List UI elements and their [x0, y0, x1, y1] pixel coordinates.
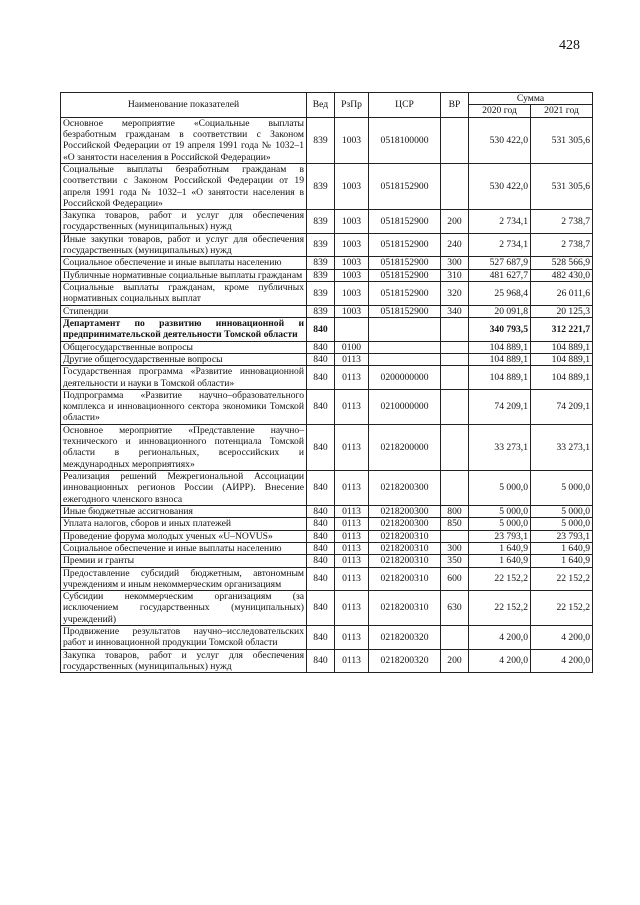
table-row — [61, 305, 593, 317]
cell-rzpr: 0113 — [335, 424, 369, 470]
cell-csr: 0218200300 — [369, 471, 441, 506]
cell-name: Публичные нормативные социальные выплаты гражданам — [61, 269, 307, 281]
cell-ved: 839 — [307, 233, 335, 257]
cell-vr: 200 — [441, 649, 469, 673]
cell-csr: 0518152900 — [369, 305, 441, 317]
table-row — [61, 567, 593, 591]
cell-csr: 0218200300 — [369, 505, 441, 517]
cell-sum-2020: 5 000,0 — [469, 518, 531, 530]
cell-sum-2020: 530 422,0 — [469, 163, 531, 209]
header-name: Наименование показателей — [61, 93, 307, 118]
cell-rzpr: 0113 — [335, 505, 369, 517]
cell-sum-2020: 2 734,1 — [469, 233, 531, 257]
cell-vr: 300 — [441, 257, 469, 269]
cell-ved: 840 — [307, 530, 335, 542]
cell-csr: 0518152900 — [369, 210, 441, 234]
cell-sum-2020: 74 209,1 — [469, 389, 531, 424]
table-row — [61, 518, 593, 530]
cell-rzpr: 1003 — [335, 117, 369, 163]
cell-ved: 840 — [307, 505, 335, 517]
cell-ved: 839 — [307, 210, 335, 234]
page-number: 428 — [559, 38, 580, 53]
table-row — [61, 530, 593, 542]
cell-sum-2020: 25 968,4 — [469, 282, 531, 306]
cell-sum-2020: 104 889,1 — [469, 341, 531, 353]
cell-rzpr: 0113 — [335, 626, 369, 650]
cell-name: Департамент по развитию инновационной и предпринимательской деятельности Томской области — [61, 317, 307, 341]
cell-vr — [441, 317, 469, 341]
header-csr: ЦСР — [369, 93, 441, 118]
table-row — [61, 626, 593, 650]
cell-sum-2021: 104 889,1 — [531, 366, 593, 390]
table-row — [61, 210, 593, 234]
cell-sum-2020: 104 889,1 — [469, 353, 531, 365]
cell-csr: 0218200000 — [369, 424, 441, 470]
cell-csr: 0218200320 — [369, 649, 441, 673]
cell-sum-2021: 2 738,7 — [531, 233, 593, 257]
cell-csr — [369, 341, 441, 353]
cell-vr — [441, 366, 469, 390]
cell-rzpr: 0113 — [335, 649, 369, 673]
cell-name: Уплата налогов, сборов и иных платежей — [61, 518, 307, 530]
cell-csr: 0518152900 — [369, 257, 441, 269]
cell-vr — [441, 626, 469, 650]
cell-name: Закупка товаров, работ и услуг для обеспечения государственных (муниципальных) нужд — [61, 210, 307, 234]
cell-name: Иные закупки товаров, работ и услуг для обеспечения государственных (муниципальных) нужд — [61, 233, 307, 257]
cell-vr: 310 — [441, 269, 469, 281]
cell-rzpr: 0113 — [335, 555, 369, 567]
cell-ved: 840 — [307, 555, 335, 567]
cell-sum-2020: 22 152,2 — [469, 591, 531, 626]
cell-ved: 839 — [307, 163, 335, 209]
cell-rzpr: 0113 — [335, 389, 369, 424]
cell-sum-2021: 104 889,1 — [531, 341, 593, 353]
table-row — [61, 163, 593, 209]
cell-vr: 320 — [441, 282, 469, 306]
header-ved: Вед — [307, 93, 335, 118]
cell-name: Проведение форума молодых ученых «U–NOVUS» — [61, 530, 307, 542]
cell-ved: 840 — [307, 591, 335, 626]
cell-sum-2020: 33 273,1 — [469, 424, 531, 470]
cell-csr: 0518152900 — [369, 163, 441, 209]
cell-name: Иные бюджетные ассигнования — [61, 505, 307, 517]
cell-ved: 840 — [307, 389, 335, 424]
cell-sum-2021: 5 000,0 — [531, 505, 593, 517]
cell-sum-2021: 33 273,1 — [531, 424, 593, 470]
cell-name: Другие общегосударственные вопросы — [61, 353, 307, 365]
cell-sum-2021: 2 738,7 — [531, 210, 593, 234]
header-year-2020: 2020 год — [469, 105, 531, 117]
cell-rzpr: 0113 — [335, 530, 369, 542]
cell-ved: 840 — [307, 341, 335, 353]
cell-sum-2021: 74 209,1 — [531, 389, 593, 424]
cell-ved: 839 — [307, 117, 335, 163]
cell-rzpr: 1003 — [335, 257, 369, 269]
cell-name: Закупка товаров, работ и услуг для обеспечения государственных (муниципальных) нужд — [61, 649, 307, 673]
cell-ved: 840 — [307, 366, 335, 390]
cell-csr: 0518152900 — [369, 269, 441, 281]
cell-sum-2020: 4 200,0 — [469, 626, 531, 650]
cell-sum-2020: 527 687,9 — [469, 257, 531, 269]
cell-vr: 350 — [441, 555, 469, 567]
cell-rzpr: 1003 — [335, 305, 369, 317]
header-vr: ВР — [441, 93, 469, 118]
cell-sum-2020: 340 793,5 — [469, 317, 531, 341]
cell-sum-2021: 5 000,0 — [531, 518, 593, 530]
cell-sum-2020: 1 640,9 — [469, 555, 531, 567]
cell-sum-2020: 20 091,8 — [469, 305, 531, 317]
cell-vr — [441, 117, 469, 163]
cell-ved: 840 — [307, 567, 335, 591]
table-row — [61, 591, 593, 626]
cell-sum-2020: 23 793,1 — [469, 530, 531, 542]
cell-name: Общегосударственные вопросы — [61, 341, 307, 353]
cell-ved: 839 — [307, 305, 335, 317]
cell-rzpr — [335, 317, 369, 341]
budget-table — [60, 92, 593, 673]
cell-csr: 0218200320 — [369, 626, 441, 650]
cell-sum-2021: 482 430,0 — [531, 269, 593, 281]
table-row — [61, 269, 593, 281]
cell-rzpr: 0113 — [335, 471, 369, 506]
table-row — [61, 233, 593, 257]
cell-ved: 839 — [307, 257, 335, 269]
cell-name: Подпрограмма «Развитие научно–образовательного комплекса и инновационного сектора экономики Томской области» — [61, 389, 307, 424]
table-row — [61, 424, 593, 470]
cell-sum-2021: 1 640,9 — [531, 542, 593, 554]
cell-name: Реализация решений Межрегиональной Ассоциации инновационных регионов России (АИРР). Внесение ежегодного членского взноса — [61, 471, 307, 506]
cell-csr: 0200000000 — [369, 366, 441, 390]
cell-sum-2020: 5 000,0 — [469, 505, 531, 517]
cell-rzpr: 0113 — [335, 518, 369, 530]
cell-csr: 0518100000 — [369, 117, 441, 163]
cell-csr: 0518152900 — [369, 282, 441, 306]
cell-csr: 0218200310 — [369, 542, 441, 554]
cell-name: Продвижение результатов научно–исследовательских работ и инновационной продукции Томской области — [61, 626, 307, 650]
cell-ved: 840 — [307, 626, 335, 650]
cell-rzpr: 1003 — [335, 233, 369, 257]
cell-vr — [441, 341, 469, 353]
cell-csr: 0218200300 — [369, 518, 441, 530]
cell-sum-2021: 22 152,2 — [531, 591, 593, 626]
cell-sum-2021: 104 889,1 — [531, 353, 593, 365]
cell-ved: 840 — [307, 424, 335, 470]
cell-vr: 850 — [441, 518, 469, 530]
cell-sum-2021: 4 200,0 — [531, 626, 593, 650]
cell-sum-2020: 5 000,0 — [469, 471, 531, 506]
cell-vr: 240 — [441, 233, 469, 257]
cell-name: Основное мероприятие «Социальные выплаты безработным гражданам в соответствии с Законом Российской Федерации от 19 апреля 1991 года № 1032–1 «О занятости населения в Российской Федерации» — [61, 117, 307, 163]
cell-vr: 200 — [441, 210, 469, 234]
header-sum: Сумма — [469, 93, 593, 105]
cell-sum-2021: 531 305,6 — [531, 117, 593, 163]
cell-sum-2021: 528 566,9 — [531, 257, 593, 269]
cell-sum-2020: 530 422,0 — [469, 117, 531, 163]
cell-name: Социальные выплаты гражданам, кроме публичных нормативных социальных выплат — [61, 282, 307, 306]
cell-rzpr: 1003 — [335, 163, 369, 209]
cell-name: Стипендии — [61, 305, 307, 317]
cell-csr: 0218200310 — [369, 567, 441, 591]
cell-ved: 840 — [307, 542, 335, 554]
cell-ved: 839 — [307, 269, 335, 281]
cell-vr — [441, 471, 469, 506]
table-row — [61, 389, 593, 424]
cell-name: Социальные выплаты безработным гражданам в соответствии с Законом Российской Федерации от 19 апреля 1991 года № 1032–1 «О занятости населения в Российской Федерации» — [61, 163, 307, 209]
cell-vr — [441, 530, 469, 542]
cell-sum-2020: 481 627,7 — [469, 269, 531, 281]
header-rzpr: РзПр — [335, 93, 369, 118]
cell-rzpr: 0113 — [335, 353, 369, 365]
cell-ved: 840 — [307, 649, 335, 673]
cell-rzpr: 0100 — [335, 341, 369, 353]
cell-vr — [441, 353, 469, 365]
cell-csr: 0518152900 — [369, 233, 441, 257]
cell-ved: 840 — [307, 353, 335, 365]
cell-ved: 840 — [307, 471, 335, 506]
cell-csr: 0218200310 — [369, 591, 441, 626]
cell-ved: 840 — [307, 518, 335, 530]
cell-sum-2021: 1 640,9 — [531, 555, 593, 567]
table-row — [61, 555, 593, 567]
table-row — [61, 117, 593, 163]
cell-sum-2021: 23 793,1 — [531, 530, 593, 542]
cell-sum-2021: 22 152,2 — [531, 567, 593, 591]
cell-name: Социальное обеспечение и иные выплаты населению — [61, 257, 307, 269]
cell-csr: 0218200310 — [369, 530, 441, 542]
cell-sum-2021: 531 305,6 — [531, 163, 593, 209]
cell-sum-2020: 1 640,9 — [469, 542, 531, 554]
cell-sum-2021: 5 000,0 — [531, 471, 593, 506]
cell-sum-2020: 104 889,1 — [469, 366, 531, 390]
cell-csr — [369, 353, 441, 365]
table-row — [61, 505, 593, 517]
cell-sum-2020: 2 734,1 — [469, 210, 531, 234]
table-row — [61, 317, 593, 341]
header-year-2021: 2021 год — [531, 105, 593, 117]
cell-csr — [369, 317, 441, 341]
cell-vr: 340 — [441, 305, 469, 317]
cell-sum-2021: 4 200,0 — [531, 649, 593, 673]
table-row — [61, 257, 593, 269]
cell-vr: 600 — [441, 567, 469, 591]
cell-vr — [441, 424, 469, 470]
cell-sum-2021: 26 011,6 — [531, 282, 593, 306]
cell-rzpr: 1003 — [335, 269, 369, 281]
cell-name: Субсидии некоммерческим организациям (за исключением государственных (муниципальных) учреждений) — [61, 591, 307, 626]
cell-name: Премии и гранты — [61, 555, 307, 567]
cell-sum-2020: 4 200,0 — [469, 649, 531, 673]
cell-rzpr: 1003 — [335, 282, 369, 306]
cell-rzpr: 0113 — [335, 366, 369, 390]
cell-sum-2020: 22 152,2 — [469, 567, 531, 591]
cell-rzpr: 0113 — [335, 542, 369, 554]
cell-sum-2021: 20 125,3 — [531, 305, 593, 317]
cell-csr: 0218200310 — [369, 555, 441, 567]
cell-vr: 300 — [441, 542, 469, 554]
table-row — [61, 341, 593, 353]
cell-sum-2021: 312 221,7 — [531, 317, 593, 341]
cell-csr: 0210000000 — [369, 389, 441, 424]
cell-ved: 840 — [307, 317, 335, 341]
cell-vr — [441, 163, 469, 209]
table-row — [61, 649, 593, 673]
cell-rzpr: 1003 — [335, 210, 369, 234]
table-row — [61, 471, 593, 506]
table-row — [61, 353, 593, 365]
cell-ved: 839 — [307, 282, 335, 306]
cell-vr: 800 — [441, 505, 469, 517]
cell-vr — [441, 389, 469, 424]
cell-name: Социальное обеспечение и иные выплаты населению — [61, 542, 307, 554]
table-row — [61, 366, 593, 390]
cell-vr: 630 — [441, 591, 469, 626]
cell-rzpr: 0113 — [335, 567, 369, 591]
cell-rzpr: 0113 — [335, 591, 369, 626]
table-row — [61, 282, 593, 306]
cell-name: Предоставление субсидий бюджетным, автономным учреждениям и иным некоммерческим организациям — [61, 567, 307, 591]
cell-name: Государственная программа «Развитие инновационной деятельности и науки в Томской области» — [61, 366, 307, 390]
table-row — [61, 542, 593, 554]
cell-name: Основное мероприятие «Представление научно–технического и инновационного потенциала Томской области в региональных, всероссийских и международных мероприятиях» — [61, 424, 307, 470]
